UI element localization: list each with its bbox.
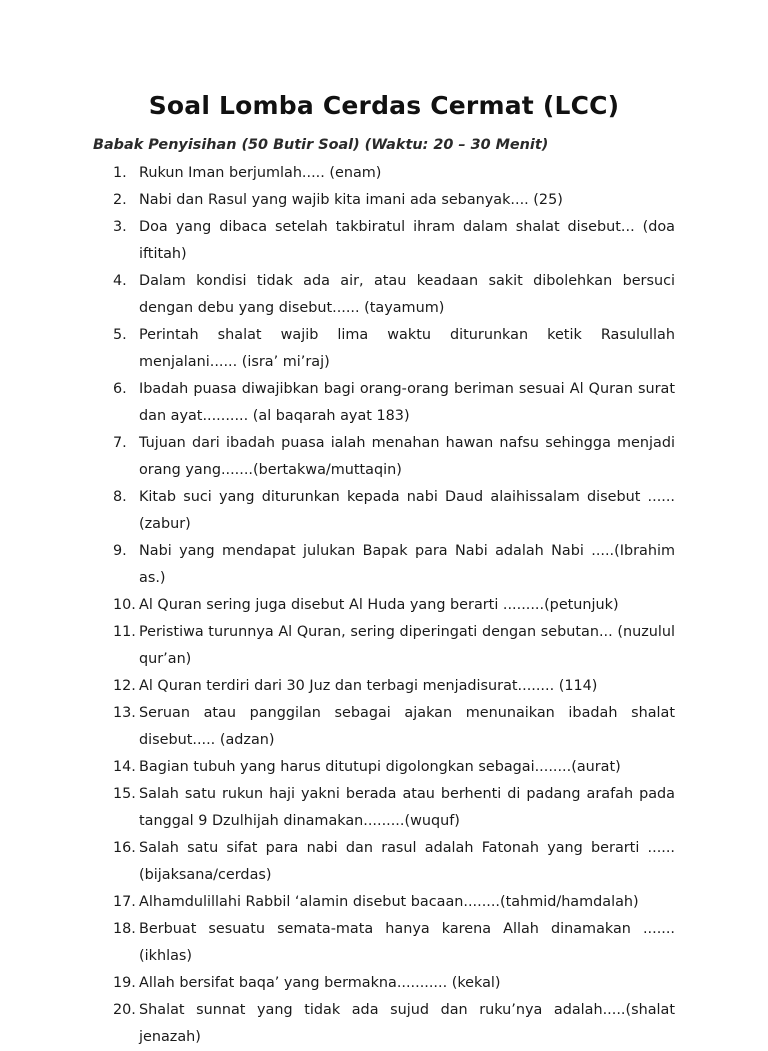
question-item	[113, 781, 675, 835]
question-list	[113, 160, 675, 1051]
question-item	[113, 916, 675, 970]
question-number: 14.	[113, 759, 136, 775]
question-number: 9.	[113, 543, 127, 559]
question-text: Shalat sunnat yang tidak ada sujud dan ruku’nya adalah.....(shalat jenazah)	[139, 1002, 675, 1045]
question-number: 18.	[113, 921, 136, 937]
question-item	[113, 376, 675, 430]
question-item	[113, 430, 675, 484]
question-item	[113, 187, 675, 214]
question-text: Kitab suci yang diturunkan kepada nabi Daud alaihissalam disebut ...... (zabur)	[139, 489, 675, 532]
question-item	[113, 160, 675, 187]
question-number: 1.	[113, 165, 127, 181]
question-text: Bagian tubuh yang harus ditutupi digolongkan sebagai........(aurat)	[139, 759, 621, 775]
question-item	[113, 997, 675, 1051]
question-text: Nabi dan Rasul yang wajib kita imani ada sebanyak.... (25)	[139, 192, 563, 208]
question-text: Salah satu rukun haji yakni berada atau berhenti di padang arafah pada tanggal 9 Dzulhijah dinamakan.........(wuquf)	[139, 786, 675, 829]
question-text: Salah satu sifat para nabi dan rasul adalah Fatonah yang berarti ...... (bijaksana/cerdas)	[139, 840, 675, 883]
question-number: 17.	[113, 894, 136, 910]
question-number: 7.	[113, 435, 127, 451]
question-text: Peristiwa turunnya Al Quran, sering diperingati dengan sebutan... (nuzulul qur’an)	[139, 624, 675, 667]
question-text: Al Quran terdiri dari 30 Juz dan terbagi menjadisurat........ (114)	[139, 678, 598, 694]
question-text: Rukun Iman berjumlah..... (enam)	[139, 165, 382, 181]
question-text: Ibadah puasa diwajibkan bagi orang-orang beriman sesuai Al Quran surat dan ayat.......... (al baqarah ayat 183)	[139, 381, 675, 424]
question-number: 5.	[113, 327, 127, 343]
question-item	[113, 673, 675, 700]
question-text: Allah bersifat baqa’ yang bermakna........... (kekal)	[139, 975, 501, 991]
question-text: Seruan atau panggilan sebagai ajakan menunaikan ibadah shalat disebut..... (adzan)	[139, 705, 675, 748]
question-text: Tujuan dari ibadah puasa ialah menahan hawan nafsu sehingga menjadi orang yang.......(bertakwa/muttaqin)	[139, 435, 675, 478]
question-text: Dalam kondisi tidak ada air, atau keadaan sakit dibolehkan bersuci dengan debu yang disebut...... (tayamum)	[139, 273, 675, 316]
question-item	[113, 592, 675, 619]
page-title: Soal Lomba Cerdas Cermat (LCC)	[148, 91, 620, 120]
question-text: Berbuat sesuatu semata-mata hanya karena Allah dinamakan .......(ikhlas)	[139, 921, 675, 964]
section-subtitle: Babak Penyisihan (50 Butir Soal) (Waktu: 20 – 30 Menit)	[93, 137, 549, 153]
question-number: 3.	[113, 219, 127, 235]
question-item	[113, 754, 675, 781]
question-number: 11.	[113, 624, 136, 640]
question-number: 19.	[113, 975, 136, 991]
question-item	[113, 322, 675, 376]
question-text: Alhamdulillahi Rabbil ‘alamin disebut bacaan........(tahmid/hamdalah)	[139, 894, 639, 910]
question-item	[113, 835, 675, 889]
question-item	[113, 970, 675, 997]
question-item	[113, 889, 675, 916]
question-number: 15.	[113, 786, 136, 802]
question-text: Perintah shalat wajib lima waktu diturunkan ketik Rasulullah menjalani...... (isra’ mi’raj)	[139, 327, 675, 370]
question-number: 6.	[113, 381, 127, 397]
question-text: Nabi yang mendapat julukan Bapak para Nabi adalah Nabi .....(Ibrahim as.)	[139, 543, 675, 586]
question-item	[113, 700, 675, 754]
question-number: 4.	[113, 273, 127, 289]
question-number: 2.	[113, 192, 127, 208]
question-number: 13.	[113, 705, 136, 721]
question-item	[113, 484, 675, 538]
question-item	[113, 268, 675, 322]
question-item	[113, 538, 675, 592]
question-item	[113, 619, 675, 673]
question-number: 16.	[113, 840, 136, 856]
question-item	[113, 214, 675, 268]
question-number: 8.	[113, 489, 127, 505]
question-number: 10.	[113, 597, 136, 613]
question-number: 20.	[113, 1002, 136, 1018]
question-text: Al Quran sering juga disebut Al Huda yang berarti .........(petunjuk)	[139, 597, 619, 613]
question-text: Doa yang dibaca setelah takbiratul ihram dalam shalat disebut... (doa iftitah)	[139, 219, 675, 262]
question-number: 12.	[113, 678, 136, 694]
